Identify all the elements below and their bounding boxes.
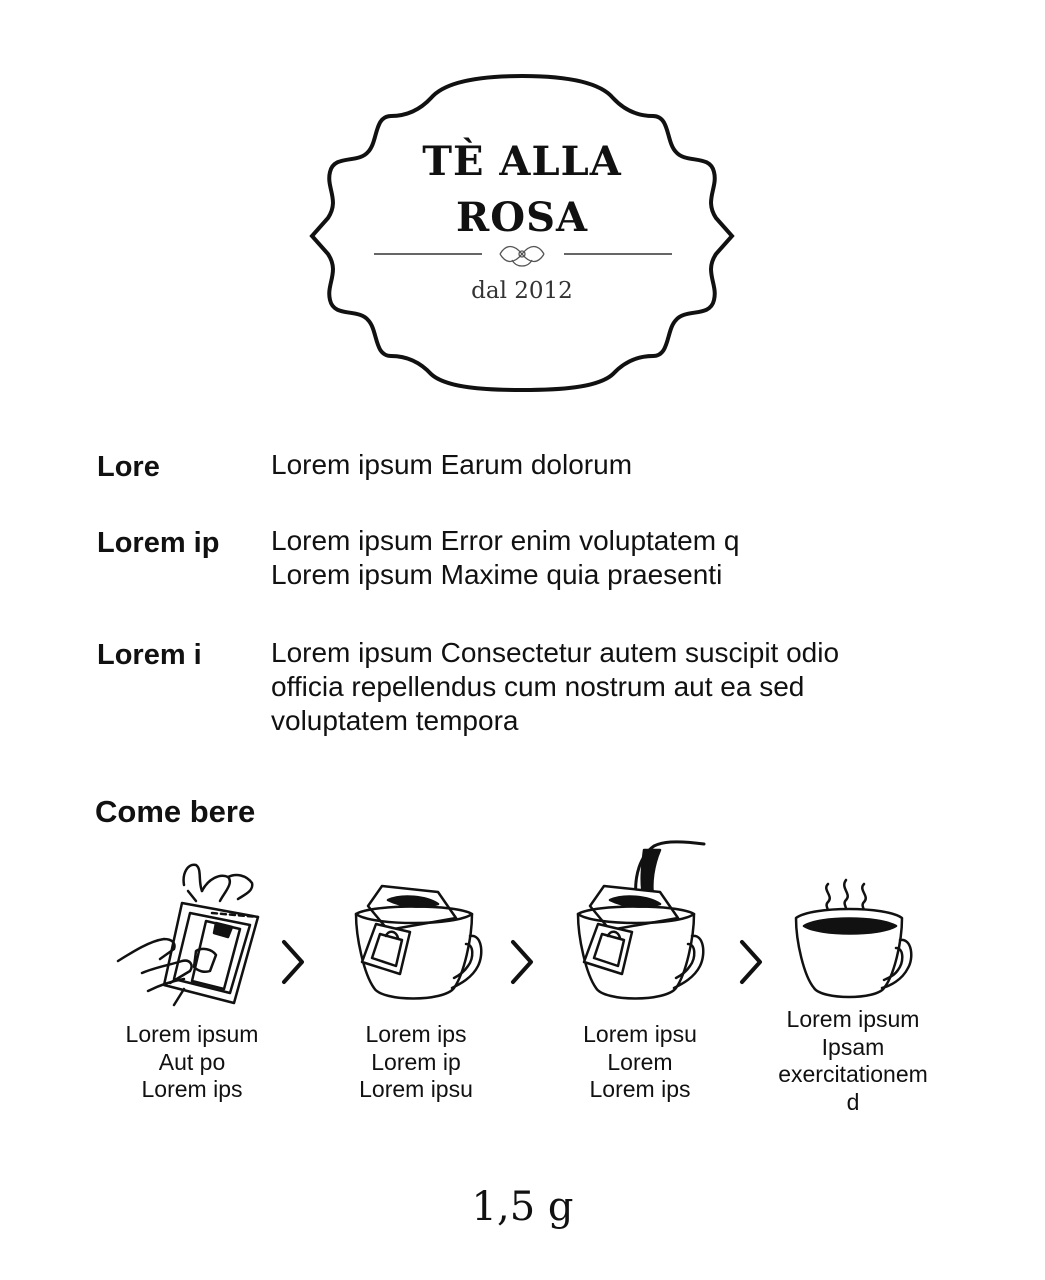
chevron-right-icon	[507, 938, 537, 986]
hot-cup-icon	[790, 876, 916, 1006]
drip-bag-on-cup-icon	[348, 878, 484, 1010]
step-caption	[552, 1021, 728, 1104]
caption-line: Lorem ipsu	[359, 1076, 473, 1102]
caption-line: Lorem ipsum	[125, 1021, 259, 1047]
caption-line: d	[846, 1088, 860, 1115]
info-key: Lore	[97, 451, 160, 483]
caption-line: Lorem ipsu	[583, 1021, 697, 1047]
info-line: Lorem ipsum Error enim voluptatem q	[271, 525, 740, 556]
open-bag-icon	[112, 855, 272, 1015]
info-value	[271, 448, 961, 482]
info-line: Lorem ipsum Earum dolorum	[271, 449, 633, 480]
step-caption	[98, 1021, 286, 1104]
established-date: dal 2012	[471, 278, 573, 304]
info-key: Lorem ip	[97, 527, 220, 559]
info-value	[271, 636, 961, 738]
pour-water-icon	[570, 836, 710, 1010]
product-title-line2: ROSA	[455, 194, 588, 241]
info-value	[271, 524, 961, 592]
step-caption	[328, 1021, 504, 1104]
step-2	[348, 878, 484, 1102]
net-weight: 1,5 g	[471, 1184, 574, 1230]
caption-line: Lorem ips	[365, 1021, 467, 1047]
info-key: Lorem i	[97, 639, 202, 671]
caption-line: Aut po	[158, 1048, 226, 1075]
step-4	[778, 876, 928, 1115]
info-line: officia repellendus cum nostrum aut ea sed	[271, 671, 805, 702]
section-heading-howto: Come bere	[95, 794, 256, 829]
caption-line: Lorem	[607, 1048, 673, 1075]
caption-line: Lorem ipsum	[786, 1006, 920, 1032]
info-line: Lorem ipsum Consectetur autem suscipit odio	[271, 637, 840, 668]
caption-line: Lorem ips	[141, 1076, 243, 1102]
product-title-line1: TÈ ALLA	[422, 138, 622, 185]
caption-line: Lorem ip	[371, 1048, 461, 1075]
caption-line: Ipsam	[821, 1033, 885, 1060]
product-title	[308, 134, 736, 246]
chevron-right-icon	[278, 938, 308, 986]
step-3	[570, 836, 710, 1102]
info-line: Lorem ipsum Maxime quia praesenti	[271, 559, 723, 590]
step-1	[112, 855, 272, 1102]
info-line: voluptatem tempora	[271, 705, 519, 736]
brand-label	[308, 72, 736, 394]
chevron-right-icon	[736, 938, 766, 986]
caption-line: Lorem ips	[589, 1076, 691, 1102]
step-caption	[760, 1006, 946, 1116]
caption-line: exercitationem	[778, 1061, 928, 1087]
